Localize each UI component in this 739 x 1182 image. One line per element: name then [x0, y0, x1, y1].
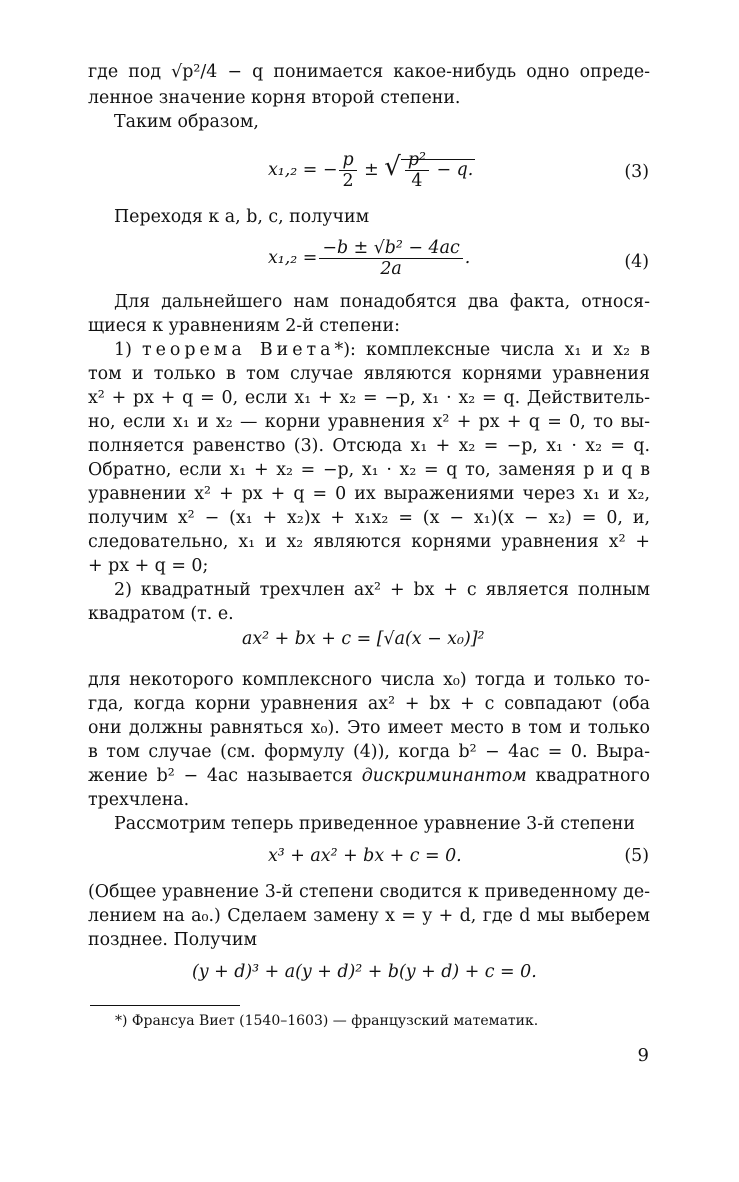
text-line: лением на a₀.) Сделаем замену x = y + d, где d мы выберем — [88, 906, 650, 926]
text-line: жение b² − 4ac называется дискриминантом квадратного — [88, 766, 650, 786]
text-line: Переходя к a, b, c, получим — [114, 207, 370, 227]
text-line: Рассмотрим теперь приведенное уравнение 3-й степени — [114, 814, 635, 834]
text-line: том и только в том случае являются корнями уравнения — [88, 364, 650, 384]
text-line: полняется равенство (3). Отсюда x₁ + x₂ = −p, x₁ · x₂ = q. — [88, 436, 650, 456]
equation-5: x³ + ax² + bx + c = 0. — [268, 846, 462, 866]
text-line: квадратом (т. е. — [88, 604, 234, 624]
text-line: следовательно, x₁ и x₂ являются корнями уравнения x² + — [88, 532, 650, 552]
equation-number: (3) — [624, 162, 649, 182]
text-line: ленное значение корня второй степени. — [88, 88, 461, 108]
text-line: они должны равняться x₀). Это имеет место в том и только — [88, 718, 650, 738]
text-line: в том случае (см. формулу (4)), когда b² − 4ac = 0. Выра- — [88, 742, 650, 762]
text-line: + px + q = 0; — [88, 556, 209, 576]
fraction: $\frac{\text{p²}}{4}$ — [405, 150, 429, 191]
equation-perfect-square: ax² + bx + c = [√a(x − x₀)]² — [242, 629, 485, 649]
text-line: x² + px + q = 0, если x₁ + x₂ = −p, x₁ · x₂ = q. Действитель- — [88, 388, 650, 408]
text-line: 2) квадратный трехчлен ax² + bx + c является полным — [114, 580, 650, 600]
footnote: *) Франсуа Виет (1540–1603) — французский математик. — [115, 1013, 539, 1029]
text-line: щиеся к уравнениям 2-й степени: — [88, 316, 400, 336]
fraction: $\frac{\text{−b ± √b² − 4ac}}{2a}$ — [319, 238, 462, 279]
text-line: получим x² − (x₁ + x₂)x + x₁x₂ = (x − x₁)(x − x₂) = 0, и, — [88, 508, 650, 528]
text-line: гда, когда корни уравнения ax² + bx + c совпадают (оба — [88, 694, 650, 714]
text-line: где под √p²/4 − q понимается какое-нибудь одно опреде- — [88, 62, 650, 82]
footnote-rule — [90, 1005, 240, 1006]
text-line: Для дальнейшего нам понадобятся два факта, относя- — [114, 292, 650, 312]
text-line: Обратно, если x₁ + x₂ = −p, x₁ · x₂ = q то, заменяя p и q в — [88, 460, 650, 480]
equation-number: (4) — [624, 252, 649, 272]
equation-number: (5) — [624, 846, 649, 866]
text-line: но, если x₁ и x₂ — корни уравнения x² + px + q = 0, то вы- — [88, 412, 650, 432]
text-line: уравнении x² + px + q = 0 их выражениями через x₁ и x₂, — [88, 484, 650, 504]
text-line: позднее. Получим — [88, 930, 258, 950]
page-number: 9 — [637, 1045, 649, 1066]
fraction: $\frac{p}{2}$ — [339, 150, 356, 191]
equation-4: x₁,₂ = $\frac{\text{−b ± √b² − 4ac}}{2a}$ . — [268, 238, 471, 279]
emphasis: дискриминантом — [361, 766, 527, 786]
text-line: (Общее уравнение 3-й степени сводится к приведенному де- — [88, 882, 650, 902]
equation-3: x₁,₂ = − $\frac{p}{2}$ ± √ $\frac{\text{p²}}{4}$ − q. — [268, 150, 474, 191]
text-line: Таким образом, — [114, 112, 259, 132]
text-line: трехчлена. — [88, 790, 190, 810]
text-line: 1) теорема Виета*): комплексные числа x₁ и x₂ в — [114, 340, 650, 360]
text-line: для некоторого комплексного числа x₀) тогда и только то- — [88, 670, 650, 690]
equation-substitution: (y + d)³ + a(y + d)² + b(y + d) + c = 0. — [192, 962, 537, 982]
